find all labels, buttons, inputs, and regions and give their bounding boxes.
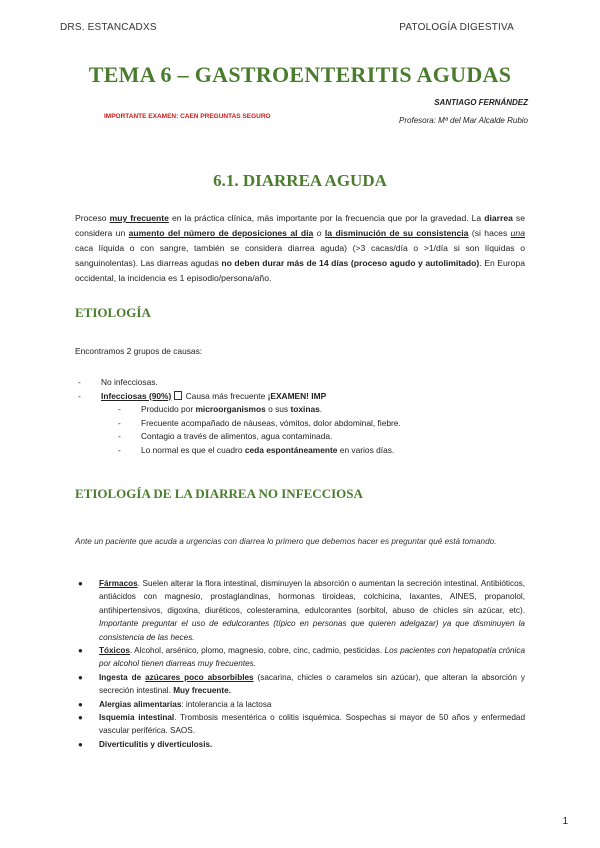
intro-text: o: [313, 228, 325, 238]
bullet-emph: Muy frecuente.: [173, 686, 231, 696]
list-item: [75, 417, 525, 431]
author: SANTIAGO FERNÁNDEZ: [434, 98, 528, 107]
bullet-title: Alergias alimentarias: [99, 699, 182, 709]
dash-marker: -: [118, 417, 121, 428]
list-item: [75, 430, 525, 444]
exam-note: IMPORTANTE EXAMEN: CAEN PREGUNTAS SEGURO: [104, 113, 271, 120]
intro-text: . En Europa occidental, la incidencia es 1 episodio/persona/año.: [75, 258, 525, 283]
bullet-title: Diverticulitis y diverticulosis.: [99, 739, 213, 749]
bullet-text: : intolerancia a la lactosa: [181, 699, 272, 709]
infecciosas-note: Causa más frecuente: [183, 390, 268, 401]
header-left: DRS. ESTANCADXS: [60, 22, 157, 33]
intro-text: caca líquida o con sangre, también se considera diarrea aguda) (>3 cacas/día o >1/día si son líquidas o sanguinolentas). Las diarreas agudas: [75, 243, 525, 268]
page-title: TEMA 6 – GASTROENTERITIS AGUDAS: [88, 62, 512, 87]
bullet-title: Tóxicos: [99, 646, 130, 656]
list-item: [75, 444, 525, 458]
bullet-title: azúcares poco absorbibles: [145, 672, 254, 682]
intro-emph: la disminución de su consistencia: [324, 228, 469, 238]
item-no-infecciosas: No infecciosas.: [101, 377, 158, 387]
causes-intro: Encontramos 2 grupos de causas:: [75, 346, 203, 356]
bullet-marker: ●: [78, 713, 83, 723]
dash-marker: -: [78, 390, 81, 401]
intro-emph: diarrea: [484, 213, 513, 223]
bullet-note: Los pacientes con hepatopatía crónica por alcohol tienen diarreas muy frecuentes.: [99, 646, 526, 669]
sub-text: Producido por: [141, 404, 196, 414]
bullet-text: . Trombosis mesentérica o colitis isquémica. Sospechas si mayor de 50 años y enfermedad vascular periférica. SAOS.: [99, 713, 525, 736]
bullet-text: . Alcohol, arsénico, plomo, magnesio, cobre, cinc, cadmio, pesticidas.: [129, 646, 385, 656]
sub-item: Contagio a través de alimentos, agua contaminada.: [141, 431, 333, 441]
list-item: [75, 671, 525, 698]
etiologia-heading: ETIOLOGÍA: [75, 305, 151, 320]
causes-list: [75, 376, 525, 457]
sub-item: [141, 444, 394, 458]
exam-flag: ¡EXAMEN! IMP: [267, 390, 327, 401]
intro-emph: una: [510, 228, 525, 238]
item-infecciosas: [101, 390, 326, 404]
bullet-title: Isquemia intestinal: [99, 713, 175, 723]
list-item: [75, 698, 525, 711]
no-infecciosa-heading: ETIOLOGÍA DE LA DIARREA NO INFECCIOSA: [75, 486, 363, 501]
bullet-note: Importante preguntar el uso de edulcorantes (típico en personas que quieren adelgazar) ya que disminuyen la consistencia de las heces.: [99, 619, 525, 642]
bullet-marker: ●: [78, 699, 83, 709]
sub-text: .: [319, 404, 323, 414]
sub-text: en varios días.: [337, 444, 395, 455]
list-item: [75, 390, 525, 404]
bullet-title: Fármacos: [99, 579, 138, 588]
list-item: [75, 738, 525, 751]
intro-text: Proceso: [75, 213, 110, 223]
sub-item: [141, 403, 322, 417]
arrow-icon: [174, 391, 182, 400]
list-item: [75, 711, 525, 738]
no-infecciosa-intro: Ante un paciente que acuda a urgencias con diarrea lo primero que debemos hacer es preguntar qué está tomando.: [75, 537, 497, 546]
list-item: [75, 644, 525, 671]
page-number: 1: [562, 816, 568, 827]
list-item: [75, 376, 525, 390]
sub-item: Frecuente acompañado de náuseas, vómitos, dolor abdominal, fiebre.: [141, 417, 401, 428]
intro-paragraph: [75, 211, 525, 286]
intro-text: (si haces: [468, 228, 511, 238]
list-item: [75, 577, 525, 644]
sub-text: o sus: [265, 404, 291, 414]
bullet-marker: ●: [78, 646, 83, 656]
section-title: 6.1. DIARREA AGUDA: [213, 171, 387, 190]
dash-marker: -: [118, 444, 121, 455]
intro-emph: no deben durar más de 14 días (proceso agudo y autolimitado): [221, 258, 480, 268]
intro-text: se considera un: [75, 213, 526, 238]
bullet-marker: ●: [78, 739, 83, 749]
bullet-text: (sacarina, chicles o caramelos sin azúcar), que alteran la absorción y secreción intestinal.: [99, 672, 525, 696]
dash-marker: -: [118, 404, 121, 414]
bullet-title: Ingesta de: [99, 672, 146, 682]
dash-marker: -: [78, 377, 81, 387]
bullet-marker: ●: [78, 672, 83, 682]
sub-emph: ceda espontáneamente: [244, 444, 338, 455]
list-item: [75, 403, 525, 417]
sub-emph: microorganismos: [195, 404, 266, 414]
bullet-marker: ●: [78, 579, 83, 588]
dash-marker: -: [118, 431, 121, 441]
intro-text: en la práctica clínica, más importante por la frecuencia que por la gravedad. La: [168, 213, 485, 223]
intro-emph: aumento del número de deposiciones al día: [128, 228, 314, 238]
professor: Profesora: Mª del Mar Alcalde Rubio: [399, 116, 528, 125]
sub-emph: toxinas: [290, 404, 320, 414]
bullet-text: . Suelen alterar la flora intestinal, disminuyen la absorción o aumentan la secreción intestinal. Antibióticos, antiácidos con magnesio, prostaglandinas, hormonas tiroideas, colchicina, laxantes, AINES, propanolol, antihipertensivos, digoxina, diuréticos, colesteramina, edulcorantes (sorbitol, abuso de chicles sin azúcar, etc).: [99, 579, 525, 615]
infecciosas-label: Infecciosas (90%): [101, 390, 172, 401]
intro-emph: muy frecuente: [109, 213, 169, 223]
sub-text: Lo normal es que el cuadro: [141, 444, 245, 455]
no-infecciosa-list: [75, 577, 525, 751]
header-right: PATOLOGÍA DIGESTIVA: [399, 22, 514, 33]
